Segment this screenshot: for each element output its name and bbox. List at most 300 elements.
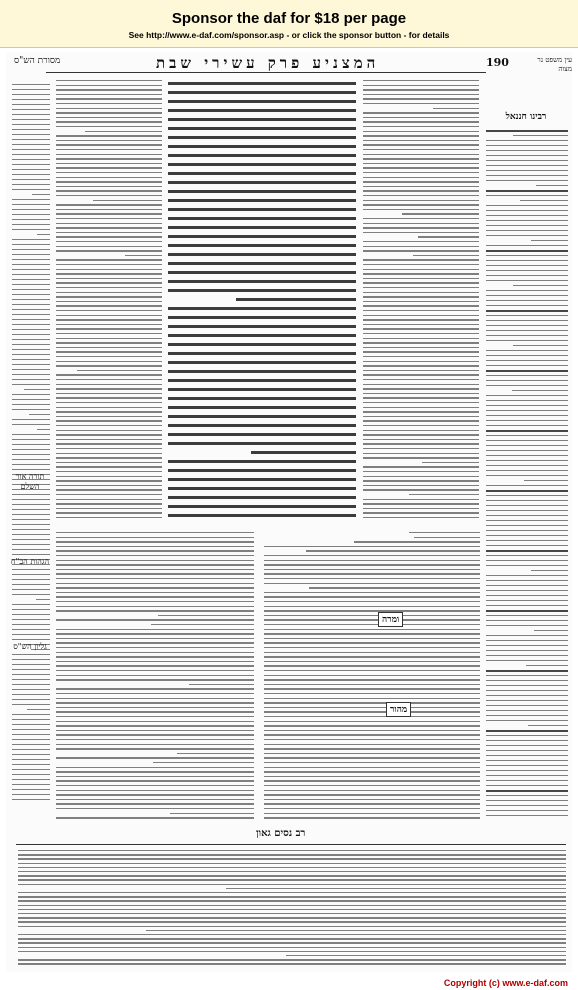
text-line — [363, 356, 479, 357]
text-line — [56, 716, 254, 717]
text-line — [146, 930, 566, 931]
text-line — [486, 385, 568, 386]
text-line — [12, 84, 50, 85]
text-line — [363, 402, 479, 403]
text-line — [486, 785, 568, 786]
text-line — [168, 109, 356, 112]
text-line — [264, 564, 480, 565]
text-line — [486, 205, 568, 206]
text-line — [12, 499, 50, 500]
text-line — [18, 854, 566, 855]
text-line — [486, 195, 568, 196]
text-line — [56, 725, 254, 726]
text-line — [56, 665, 254, 666]
text-line — [56, 785, 254, 786]
text-line — [12, 329, 50, 330]
text-line — [168, 190, 356, 193]
text-line — [168, 127, 356, 130]
text-line — [486, 805, 568, 806]
text-line — [56, 430, 162, 431]
text-line — [12, 514, 50, 515]
text-line — [486, 460, 568, 461]
text-line — [168, 217, 356, 220]
text-line — [486, 340, 568, 341]
text-line — [168, 334, 356, 337]
text-line — [264, 592, 480, 593]
text-line — [486, 265, 568, 266]
text-line — [363, 172, 479, 173]
text-line — [12, 619, 50, 620]
text-line — [168, 469, 356, 472]
text-line — [264, 652, 480, 653]
text-line — [18, 913, 566, 914]
text-line — [363, 85, 479, 86]
text-line — [56, 140, 162, 141]
text-line — [12, 254, 50, 255]
text-line — [486, 180, 568, 181]
text-line — [264, 808, 480, 809]
text-line — [486, 230, 568, 231]
text-line — [418, 236, 479, 237]
text-line — [56, 541, 254, 542]
text-line — [12, 349, 50, 350]
text-line — [12, 624, 50, 625]
text-line — [12, 374, 50, 375]
text-line — [264, 560, 480, 561]
text-line — [486, 515, 568, 516]
text-line — [12, 249, 50, 250]
text-line — [56, 190, 162, 191]
text-line — [56, 721, 254, 722]
text-line — [486, 710, 568, 711]
text-line — [363, 388, 479, 389]
text-line — [226, 888, 566, 889]
text-line — [12, 634, 50, 635]
text-line — [363, 227, 479, 228]
text-line — [12, 89, 50, 90]
text-line — [486, 310, 568, 312]
text-line — [363, 89, 479, 90]
text-line — [56, 94, 162, 95]
text-line — [168, 253, 356, 256]
text-line — [18, 938, 566, 939]
text-line — [168, 361, 356, 364]
text-line — [168, 82, 356, 85]
text-line — [363, 453, 479, 454]
text-line — [12, 569, 50, 570]
text-line — [168, 136, 356, 139]
text-line — [56, 144, 162, 145]
text-line — [18, 909, 566, 910]
banner-title[interactable]: Sponsor the daf for $18 per page — [171, 10, 407, 27]
text-line — [486, 430, 568, 432]
text-line — [168, 496, 356, 499]
text-line — [12, 469, 50, 470]
text-line — [56, 388, 162, 389]
text-line — [363, 186, 479, 187]
text-line — [56, 466, 162, 467]
text-line — [531, 570, 568, 571]
text-line — [264, 661, 480, 662]
text-line — [168, 307, 356, 310]
text-line — [264, 790, 480, 791]
text-line — [486, 675, 568, 676]
text-line — [409, 532, 480, 533]
text-line — [363, 278, 479, 279]
text-line — [12, 204, 50, 205]
text-line — [486, 270, 568, 271]
text-line — [18, 926, 566, 927]
text-line — [12, 119, 50, 120]
text-line — [12, 174, 50, 175]
text-line — [56, 537, 254, 538]
text-line — [486, 280, 568, 281]
text-line — [486, 765, 568, 766]
text-line — [12, 339, 50, 340]
text-line — [56, 471, 162, 472]
text-line — [56, 633, 254, 634]
text-line — [168, 226, 356, 229]
text-line — [486, 575, 568, 576]
text-line — [363, 121, 479, 122]
text-line — [264, 794, 480, 795]
text-line — [363, 328, 479, 329]
text-line — [264, 633, 480, 634]
text-line — [56, 508, 162, 509]
text-line — [56, 702, 254, 703]
text-line — [56, 163, 162, 164]
text-line — [168, 505, 356, 508]
text-line — [56, 80, 162, 81]
text-line — [56, 209, 162, 210]
text-line — [12, 739, 50, 740]
text-line — [56, 402, 162, 403]
text-line — [12, 104, 50, 105]
text-line — [56, 319, 162, 320]
text-line — [363, 430, 479, 431]
text-line — [363, 259, 479, 260]
text-line — [12, 609, 50, 610]
text-line — [486, 245, 568, 246]
text-line — [12, 209, 50, 210]
text-line — [12, 314, 50, 315]
text-line — [486, 415, 568, 416]
text-line — [12, 149, 50, 150]
text-line — [12, 759, 50, 760]
text-line — [12, 159, 50, 160]
text-line — [12, 549, 50, 550]
text-line — [12, 444, 50, 445]
text-line — [486, 250, 568, 252]
text-line — [486, 520, 568, 521]
text-line — [12, 409, 50, 410]
right-commentary-label: רבינו חננאל — [505, 112, 547, 122]
text-line — [264, 757, 480, 758]
text-line — [56, 333, 162, 334]
text-line — [56, 546, 254, 547]
text-line — [12, 129, 50, 130]
text-line — [12, 754, 50, 755]
text-line — [363, 517, 479, 518]
text-line — [56, 629, 254, 630]
text-line — [18, 934, 566, 935]
text-line — [12, 449, 50, 450]
text-line — [363, 131, 479, 132]
left-margin-label-2: הגהות הב"ח — [10, 557, 50, 566]
text-line — [168, 460, 356, 463]
text-line — [363, 223, 479, 224]
text-line — [363, 397, 479, 398]
text-line — [264, 647, 480, 648]
inline-heading-1: ומרה — [378, 612, 403, 627]
text-line — [56, 776, 254, 777]
text-line — [168, 388, 356, 391]
text-line — [158, 615, 254, 616]
text-line — [363, 319, 479, 320]
text-line — [354, 541, 480, 542]
text-line — [56, 744, 254, 745]
text-line — [56, 195, 162, 196]
text-line — [363, 80, 479, 81]
text-line — [12, 494, 50, 495]
text-line — [56, 186, 162, 187]
text-line — [168, 244, 356, 247]
text-line — [18, 900, 566, 901]
text-line — [12, 229, 50, 230]
text-line — [56, 264, 162, 265]
text-line — [56, 652, 254, 653]
text-line — [264, 665, 480, 666]
text-line — [486, 650, 568, 651]
text-line — [168, 424, 356, 427]
text-line — [12, 384, 50, 385]
text-line — [12, 144, 50, 145]
text-line — [12, 614, 50, 615]
text-line — [486, 750, 568, 751]
text-line — [12, 439, 50, 440]
text-line — [56, 227, 162, 228]
text-line — [12, 259, 50, 260]
text-line — [264, 684, 480, 685]
text-line — [363, 181, 479, 182]
text-line — [363, 177, 479, 178]
text-line — [486, 685, 568, 686]
text-line — [12, 779, 50, 780]
text-line — [37, 234, 50, 235]
text-line — [56, 494, 162, 495]
text-line — [251, 451, 356, 454]
text-line — [363, 282, 479, 283]
text-line — [264, 619, 480, 620]
text-line — [363, 292, 479, 293]
text-line — [56, 485, 162, 486]
text-line — [56, 259, 162, 260]
text-line — [56, 361, 162, 362]
text-line — [363, 195, 479, 196]
text-line — [12, 719, 50, 720]
text-line — [486, 215, 568, 216]
text-line — [12, 509, 50, 510]
text-line — [363, 154, 479, 155]
text-line — [56, 324, 162, 325]
text-line — [12, 664, 50, 665]
text-line — [486, 680, 568, 681]
text-line — [264, 596, 480, 597]
copyright-link[interactable]: Copyright (c) www.e-daf.com — [443, 978, 568, 988]
text-line — [12, 504, 50, 505]
text-line — [486, 315, 568, 316]
text-line — [486, 275, 568, 276]
text-line — [12, 394, 50, 395]
text-line — [486, 355, 568, 356]
text-line — [363, 448, 479, 449]
text-line — [168, 154, 356, 157]
text-line — [12, 419, 50, 420]
text-line — [512, 390, 568, 391]
text-line — [12, 519, 50, 520]
text-line — [168, 514, 356, 517]
text-line — [56, 439, 162, 440]
text-line — [264, 767, 480, 768]
left-margin-label-1: תורה אור השלם — [15, 472, 45, 491]
text-line — [56, 457, 162, 458]
text-line — [18, 863, 566, 864]
text-line — [56, 462, 162, 463]
text-line — [56, 177, 162, 178]
banner-subtitle[interactable]: See http://www.e-daf.com/sponsor.asp - or click the sponsor button - for details — [128, 30, 450, 40]
text-line — [12, 369, 50, 370]
text-line — [363, 310, 479, 311]
text-line — [56, 757, 254, 758]
text-line — [56, 232, 162, 233]
text-line — [12, 434, 50, 435]
text-line — [24, 389, 50, 390]
text-line — [56, 85, 162, 86]
text-line — [486, 590, 568, 591]
text-line — [486, 530, 568, 531]
text-line — [264, 762, 480, 763]
text-line — [56, 411, 162, 412]
text-line — [486, 715, 568, 716]
text-line — [12, 694, 50, 695]
text-line — [56, 126, 162, 127]
text-line — [12, 464, 50, 465]
text-line — [168, 289, 356, 292]
text-line — [56, 610, 254, 611]
text-line — [12, 379, 50, 380]
text-line — [363, 324, 479, 325]
text-line — [56, 642, 254, 643]
text-line — [363, 384, 479, 385]
text-line — [56, 550, 254, 551]
text-line — [486, 780, 568, 781]
text-line — [486, 505, 568, 506]
text-line — [56, 443, 162, 444]
text-line — [486, 190, 568, 192]
text-line — [363, 512, 479, 513]
text-line — [12, 299, 50, 300]
text-line — [56, 564, 254, 565]
text-line — [363, 269, 479, 270]
text-line — [486, 705, 568, 706]
text-line — [363, 287, 479, 288]
text-line — [486, 320, 568, 321]
text-line — [363, 466, 479, 467]
text-line — [486, 305, 568, 306]
text-line — [77, 370, 162, 371]
text-line — [363, 315, 479, 316]
sponsor-banner[interactable] — [0, 0, 578, 48]
text-line — [264, 734, 480, 735]
text-line — [486, 295, 568, 296]
text-line — [363, 365, 479, 366]
text-line — [12, 264, 50, 265]
text-line — [363, 246, 479, 247]
text-line — [414, 537, 480, 538]
text-line — [56, 601, 254, 602]
text-line — [168, 100, 356, 103]
text-line — [402, 213, 479, 214]
text-line — [422, 462, 479, 463]
text-line — [513, 285, 568, 286]
text-line — [264, 744, 480, 745]
text-line — [177, 753, 254, 754]
text-line — [168, 181, 356, 184]
text-line — [486, 545, 568, 546]
text-line — [264, 702, 480, 703]
text-line — [12, 679, 50, 680]
text-line — [363, 347, 479, 348]
text-line — [236, 298, 356, 301]
text-line — [56, 707, 254, 708]
text-line — [264, 817, 480, 818]
text-line — [12, 699, 50, 700]
text-line — [363, 374, 479, 375]
text-line — [363, 443, 479, 444]
text-line — [168, 379, 356, 382]
text-line — [56, 379, 162, 380]
text-line — [12, 269, 50, 270]
text-line — [486, 670, 568, 672]
text-line — [18, 963, 566, 964]
text-line — [56, 204, 162, 205]
text-line — [433, 108, 479, 109]
text-line — [486, 145, 568, 146]
text-line — [56, 393, 162, 394]
text-line — [189, 684, 254, 685]
text-line — [12, 594, 50, 595]
text-line — [363, 158, 479, 159]
text-line — [363, 370, 479, 371]
text-line — [306, 550, 480, 551]
text-line — [486, 690, 568, 691]
text-line — [486, 325, 568, 326]
text-line — [56, 282, 162, 283]
text-line — [264, 610, 480, 611]
text-line — [409, 494, 479, 495]
text-line — [56, 503, 162, 504]
text-line — [486, 450, 568, 451]
text-line — [12, 304, 50, 305]
text-line — [56, 780, 254, 781]
text-line — [363, 241, 479, 242]
text-line — [56, 315, 162, 316]
text-line — [486, 360, 568, 361]
text-line — [486, 435, 568, 436]
text-line — [264, 730, 480, 731]
text-line — [520, 200, 568, 201]
text-line — [309, 587, 480, 588]
